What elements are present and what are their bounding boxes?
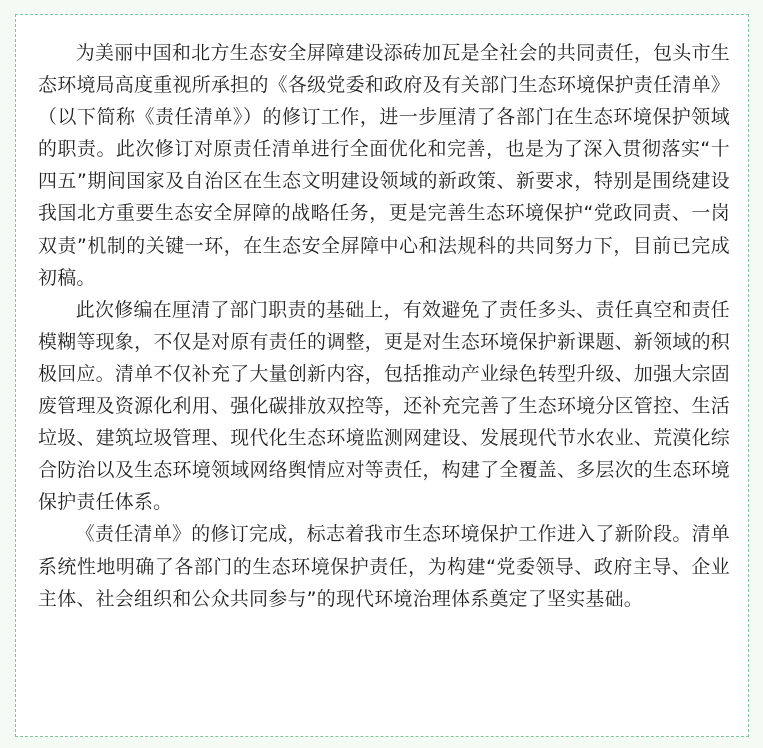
paragraph-1: 为美丽中国和北方生态安全屏障建设添砖加瓦是全社会的共同责任，包头市生态环境局高度重视所承担的《各级党委和政府及有关部门生态环境保护责任清单》（以下简称《责任清单》）的修订工作，进一步厘清了各部门在生态环境保护领域的职责。此次修订对原责任清单进行全面优化和完善，也是为了深入贯彻落实“十四五”期间国家及自治区在生态文明建设领域的新政策、新要求，特别是围绕建设我国北方重要生态安全屏障的战略任务，更是完善生态环境保护“党政同责、一岗双责”机制的关键一环，在生态安全屏障中心和法规科的共同努力下，目前已完成初稿。	[38, 42, 730, 289]
paragraph-2: 此次修编在厘清了部门职责的基础上，有效避免了责任多头、责任真空和责任模糊等现象，不仅是对原有责任的调整，更是对生态环境保护新课题、新领域的积极回应。清单不仅补充了大量创新内容，包括推动产业绿色转型升级、加强大宗固废管理及资源化利用、强化碳排放双控等，还补充完善了生态环境分区管控、生活垃圾、建筑垃圾管理、现代化生态环境监测网建设、发展现代节水农业、荒漠化综合防治以及生态环境领域网络舆情应对等责任，构建了全覆盖、多层次的生态环境保护责任体系。	[38, 298, 730, 514]
article-body	[38, 37, 730, 615]
article-card	[15, 14, 749, 737]
paragraph-3: 《责任清单》的修订完成，标志着我市生态环境保护工作进入了新阶段。清单系统性地明确了各部门的生态环境保护责任，为构建“党委领导、政府主导、企业主体、社会组织和公众共同参与”的现代环境治理体系奠定了坚实基础。	[38, 523, 730, 610]
